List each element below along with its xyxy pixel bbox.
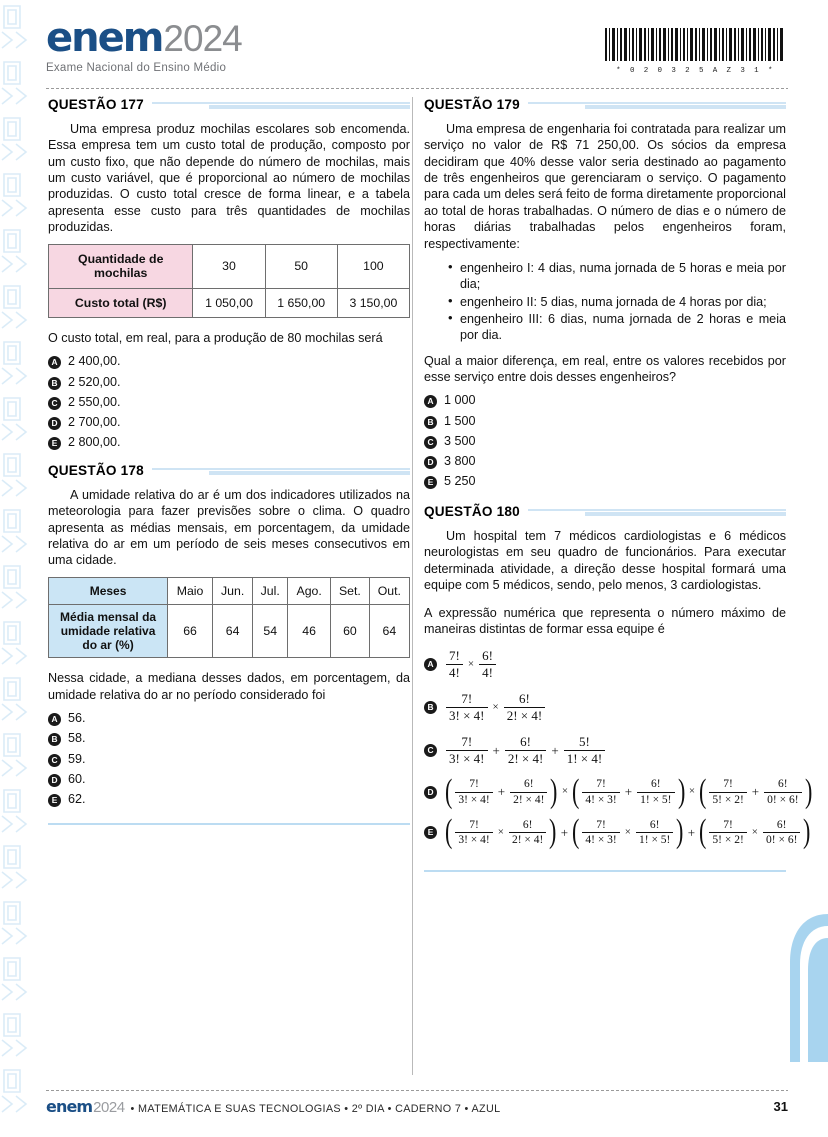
fraction: $\frac{7!}{3! \times 4!}$	[446, 692, 488, 723]
question-177	[48, 97, 410, 451]
alternative-letter: B	[48, 377, 61, 390]
question-178	[48, 463, 410, 827]
alternative-letter: E	[424, 826, 437, 839]
alternative-text: 2 520,00.	[68, 374, 121, 389]
footer-left	[46, 1097, 500, 1116]
alternative-letter: D	[424, 786, 437, 799]
question-180-alternatives	[424, 648, 812, 851]
question-180-header	[424, 504, 786, 519]
operator: ×	[751, 825, 759, 838]
row-label-meses: Meses	[49, 577, 168, 604]
alternative-letter: A	[424, 658, 437, 671]
table-umidade-relativa	[48, 577, 410, 658]
alternative-text: 60.	[68, 771, 86, 786]
alternative-text: 62.	[68, 791, 86, 806]
list-item: • engenheiro I: 4 dias, numa jornada de 5 horas e meia por dia;	[460, 260, 786, 293]
alternative-expression	[444, 813, 812, 851]
alternative-letter: A	[424, 395, 437, 408]
cell-valor-3: 54	[253, 604, 288, 657]
fraction: $\frac{6!}{0! \times 6!}$	[764, 778, 801, 806]
fraction: $\frac{6!}{2! \times 4!}$	[505, 735, 547, 766]
fraction: $\frac{7!}{5! \times 2!}$	[709, 819, 746, 847]
question-179-prompt: Qual a maior diferença, em real, entre os valores recebidos por esse serviço entre dois desses engenheiros?	[424, 353, 786, 385]
alternative-e[interactable]	[424, 813, 811, 851]
barcode-number: * 0 2 0 3 2 5 A Z 3 1 *	[616, 67, 775, 75]
alternative-c[interactable]	[48, 395, 410, 411]
fraction: $\frac{6!}{2! \times 4!}$	[504, 692, 546, 723]
barcode-bars-icon	[603, 28, 788, 61]
row-label-media: Média mensal da umidade relativa do ar (%)	[49, 604, 168, 657]
cell-quantidade-2: 50	[265, 244, 337, 288]
fraction: $\frac{7!}{3! \times 4!}$	[446, 735, 488, 766]
fraction: $\frac{7!}{3! \times 4!}$	[455, 778, 492, 806]
operator: +	[624, 784, 633, 800]
alternative-text: 2 700,00.	[68, 415, 121, 430]
cell-custo-1: 1 050,00	[193, 288, 265, 318]
alternative-letter: D	[48, 774, 61, 787]
question-178-alternatives	[48, 711, 410, 808]
alternative-expression	[444, 735, 786, 766]
question-header-decoration	[152, 466, 410, 476]
logo-subtitle: Exame Nacional do Ensino Médio	[46, 62, 227, 74]
section-separator	[424, 869, 786, 874]
question-177-title: QUESTÃO 177	[48, 97, 144, 112]
page-header	[46, 15, 788, 90]
operator: +	[687, 824, 696, 840]
cell-mes-5: Set.	[331, 577, 369, 604]
paren-close: )	[803, 813, 811, 851]
table-row	[49, 288, 410, 318]
alternative-text: 56.	[68, 711, 86, 726]
cell-valor-4: 46	[288, 604, 331, 657]
alternative-letter: C	[424, 436, 437, 449]
page-number: 31	[773, 1098, 788, 1114]
alternative-text: 2 400,00.	[68, 354, 121, 369]
paren-open: (	[572, 773, 580, 811]
footer-divider	[46, 1090, 788, 1091]
alternative-e[interactable]	[48, 435, 410, 451]
question-178-title: QUESTÃO 178	[48, 463, 144, 479]
alternative-letter: C	[424, 744, 437, 757]
paren-close: )	[676, 813, 684, 851]
paren-close: )	[677, 773, 685, 811]
alternative-text: 1 500	[444, 413, 476, 428]
fraction: $\frac{6!}{4!}$	[479, 649, 496, 680]
cell-valor-2: 64	[212, 604, 252, 657]
cell-quantidade-1: 30	[193, 244, 265, 288]
fraction: $\frac{6!}{1! \times 5!}$	[637, 778, 674, 806]
operator: ×	[688, 785, 696, 798]
enem-logo	[46, 15, 242, 74]
alternative-c[interactable]	[48, 752, 410, 768]
footer-exam-info: • MATEMÁTICA E SUAS TECNOLOGIAS • 2º DIA • CADERNO 7 • AZUL	[130, 1102, 501, 1115]
cell-mes-3: Jul.	[253, 577, 288, 604]
question-177-alternatives	[48, 354, 410, 451]
left-column	[48, 97, 410, 837]
fraction: $\frac{7!}{4!}$	[446, 649, 463, 680]
cell-custo-2: 1 650,00	[265, 288, 337, 318]
operator: ×	[561, 785, 569, 798]
column-divider	[412, 97, 413, 1075]
cell-valor-5: 60	[331, 604, 369, 657]
logo-year-text: 2024	[163, 18, 242, 59]
question-header-decoration	[528, 507, 786, 517]
alternative-letter: D	[424, 456, 437, 469]
paren-open: (	[699, 773, 707, 811]
alternative-expression	[444, 649, 786, 680]
operator: ×	[467, 657, 475, 670]
question-179-alternatives	[424, 393, 786, 490]
cell-quantidade-3: 100	[337, 244, 409, 288]
question-178-statement: A umidade relativa do ar é um dos indicadores utilizados na meteorologia para fazer previsões sobre o clima. O quadro apresenta as médias mensais, em porcentagem, da umidade relativa do ar em um período de seis meses consecutivos em uma cidade.	[48, 488, 410, 568]
alternative-letter: D	[48, 417, 61, 430]
operator: +	[497, 784, 506, 800]
cell-mes-2: Jun.	[212, 577, 252, 604]
alternative-text: 2 550,00.	[68, 394, 121, 409]
footer-logo-enem: enem	[46, 1096, 93, 1116]
alternative-text: 59.	[68, 751, 86, 766]
operator: +	[492, 742, 500, 758]
cell-valor-1: 66	[168, 604, 213, 657]
alternative-d[interactable]	[48, 772, 410, 788]
paren-close: )	[549, 813, 557, 851]
alternative-text: 58.	[68, 731, 86, 746]
fraction: $\frac{6!}{1! \times 5!}$	[636, 819, 673, 847]
alternative-letter: E	[424, 476, 437, 489]
table-row	[49, 604, 410, 657]
alternative-a[interactable]	[424, 649, 786, 680]
alternative-letter: B	[424, 701, 437, 714]
paren-open: (	[444, 773, 453, 811]
table-row	[49, 244, 410, 288]
fraction: $\frac{5!}{1! \times 4!}$	[564, 735, 606, 766]
alternative-c[interactable]	[424, 434, 786, 450]
alternative-b[interactable]	[424, 692, 786, 723]
section-separator	[48, 822, 410, 827]
right-column	[424, 97, 812, 884]
cell-custo-3: 3 150,00	[337, 288, 409, 318]
alternative-letter: E	[48, 794, 61, 807]
alternative-letter: A	[48, 356, 61, 369]
operator: +	[560, 824, 569, 840]
alternative-letter: C	[48, 754, 61, 767]
alternative-letter: B	[48, 733, 61, 746]
table-quantidade-mochilas	[48, 244, 410, 319]
alternative-d[interactable]	[424, 773, 812, 811]
paren-open: (	[444, 813, 453, 851]
cell-valor-6: 64	[369, 604, 409, 657]
question-180-statement: Um hospital tem 7 médicos cardiologistas e 6 médicos neurologistas em seu quadro de funcionários. Para executar determinada atividade, a direção desse hospital formará uma equipe com 5 médicos, sendo, pelo menos, 3 cardiologistas.	[424, 529, 786, 593]
alternative-letter: C	[48, 397, 61, 410]
alternative-b[interactable]	[424, 414, 786, 430]
alternative-text: 3 800	[444, 454, 476, 469]
paren-close: )	[804, 773, 812, 811]
alternative-text: 1 000	[444, 393, 476, 408]
question-180	[424, 504, 812, 874]
alternative-a[interactable]	[424, 393, 786, 409]
question-180-title: QUESTÃO 180	[424, 504, 520, 520]
alternative-expression	[444, 773, 813, 811]
alternative-letter: E	[48, 437, 61, 450]
paren-close: )	[550, 773, 558, 811]
cell-mes-6: Out.	[369, 577, 409, 604]
list-item: • engenheiro II: 5 dias, numa jornada de 4 horas por dia;	[460, 294, 786, 310]
alternative-d[interactable]	[48, 415, 410, 431]
fraction: $\frac{7!}{4! \times 3!}$	[582, 778, 619, 806]
question-179	[424, 97, 786, 490]
alternative-b[interactable]	[48, 375, 410, 391]
alternative-c[interactable]	[424, 735, 786, 766]
page-footer	[46, 1095, 788, 1117]
row-label-quantidade: Quantidade de mochilas	[49, 244, 193, 288]
alternative-text: 5 250	[444, 474, 476, 489]
question-179-title: QUESTÃO 179	[424, 97, 520, 112]
question-178-header	[48, 463, 410, 478]
alternative-letter: B	[424, 416, 437, 429]
alternative-b[interactable]	[48, 731, 410, 747]
operator: +	[751, 784, 760, 800]
alternative-letter: A	[48, 713, 61, 726]
paren-open: (	[699, 813, 707, 851]
question-177-header	[48, 97, 410, 112]
operator: +	[551, 742, 559, 758]
fraction: $\frac{6!}{0! \times 6!}$	[763, 819, 800, 847]
question-178-prompt: Nessa cidade, a mediana desses dados, em porcentagem, da umidade relativa do ar no período considerado foi	[48, 671, 410, 702]
operator: ×	[497, 825, 504, 838]
question-header-decoration	[528, 100, 786, 110]
question-180-prompt: A expressão numérica que representa o número máximo de maneiras distintas de formar essa equipe é	[424, 605, 786, 636]
question-179-bullet-list	[424, 260, 786, 344]
alternative-a[interactable]	[48, 354, 410, 370]
fraction: $\frac{6!}{2! \times 4!}$	[510, 778, 547, 806]
paren-open: (	[572, 813, 580, 851]
question-header-decoration	[152, 100, 410, 110]
alternative-e[interactable]	[48, 792, 410, 808]
question-179-header	[424, 97, 786, 112]
alternative-text: 3 500	[444, 433, 476, 448]
list-item: • engenheiro III: 6 dias, numa jornada de 2 horas e meia por dia.	[460, 311, 786, 344]
alternative-text: 2 800,00.	[68, 435, 121, 450]
alternative-expression	[444, 692, 786, 723]
barcode	[603, 28, 788, 75]
cell-mes-4: Ago.	[288, 577, 331, 604]
header-divider	[46, 88, 788, 89]
logo-enem-text: enem	[46, 15, 163, 61]
operator: ×	[492, 700, 499, 713]
alternative-a[interactable]	[48, 711, 410, 727]
question-177-prompt: O custo total, em real, para a produção de 80 mochilas será	[48, 331, 383, 346]
alternative-d[interactable]	[424, 454, 786, 470]
question-177-statement: Uma empresa produz mochilas escolares sob encomenda. Essa empresa tem um custo total de produção, composto por um custo fixo, que não depende do número de mochilas, mais um custo variável, que é proporcional ao número de mochilas produzidas. O custo total cresce de forma linear, e a tabela apresenta esse custo para três quantidades de mochilas produzidas.	[48, 122, 410, 235]
fraction: $\frac{7!}{3! \times 4!}$	[455, 819, 492, 847]
cell-mes-1: Maio	[168, 577, 213, 604]
fraction: $\frac{6!}{2! \times 4!}$	[509, 819, 546, 847]
alternative-e[interactable]	[424, 474, 786, 490]
table-row	[49, 577, 410, 604]
fraction: $\frac{7!}{4! \times 3!}$	[582, 819, 619, 847]
fraction: $\frac{7!}{5! \times 2!}$	[709, 778, 746, 806]
footer-logo-year: 2024	[93, 1098, 125, 1116]
row-label-custo: Custo total (R$)	[49, 288, 193, 318]
operator: ×	[624, 825, 631, 838]
question-179-statement: Uma empresa de engenharia foi contratada para realizar um serviço no valor de R$ 71 250,00. Os sócios da empresa decidiram que 40% desse valor seria destinado ao pagamento de três engenheiros que gerenciaram o serviço. O pagamento para cada um deles será feito de forma diretamente proporcional ao total de horas trabalhadas. O número de dias e o número de horas diárias trabalhadas pelos engenheiros foram, respectivamente:	[424, 122, 786, 251]
